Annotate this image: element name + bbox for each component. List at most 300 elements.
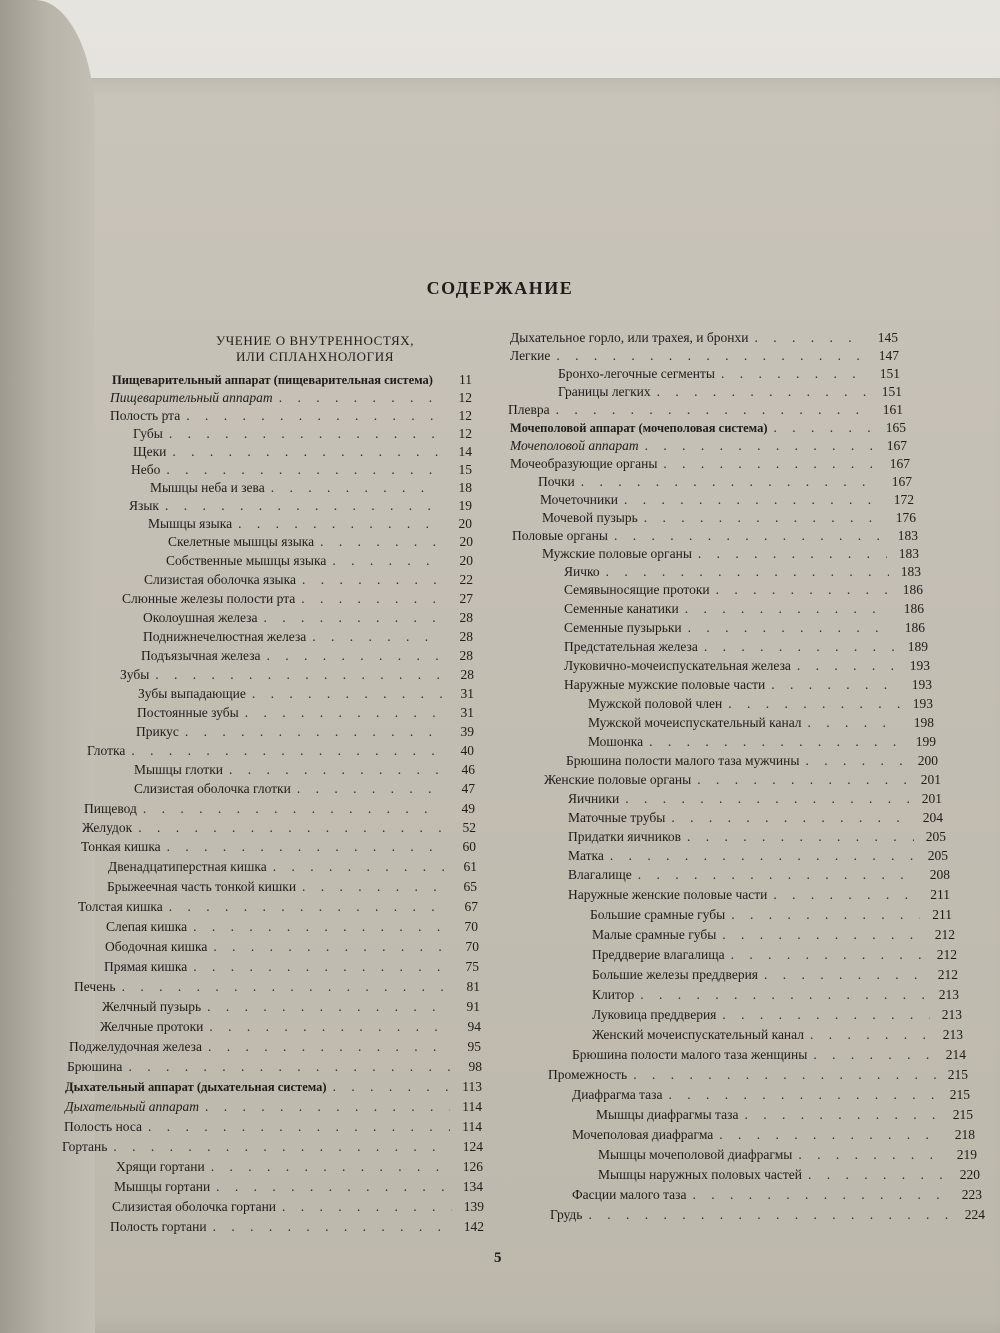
toc-entry-page: 40 <box>460 743 474 758</box>
toc-entry-title: Мышцы языка <box>148 516 233 531</box>
toc-entry-title: Придатки яичников <box>568 829 681 844</box>
toc-entry-page: 176 <box>895 510 916 525</box>
toc-entry-page: 134 <box>462 1179 483 1194</box>
toc-entry-page: 27 <box>459 591 473 606</box>
toc-entry-title: Почки <box>538 474 575 489</box>
toc-entry-title: Границы легких <box>558 384 651 399</box>
toc-entry <box>550 1206 985 1224</box>
toc-entry <box>133 425 472 443</box>
dot-leader <box>813 1046 934 1064</box>
dot-leader <box>131 742 442 760</box>
toc-entry <box>564 657 930 675</box>
toc-entry-title: Грудь <box>550 1207 583 1222</box>
toc-entry <box>590 906 952 924</box>
toc-entry-page: 193 <box>912 696 933 711</box>
toc-entry-title: Слизистая оболочка глотки <box>134 781 291 796</box>
toc-entry <box>144 571 473 589</box>
toc-entry-page: 61 <box>463 859 477 874</box>
dot-leader <box>633 1066 936 1084</box>
toc-entry-title: Мочевой пузырь <box>542 510 638 525</box>
toc-entry-page: 52 <box>462 820 476 835</box>
toc-entry <box>566 752 938 770</box>
toc-entry-title: Полость гортани <box>110 1219 207 1234</box>
toc-entry-title: Яичники <box>568 791 620 806</box>
toc-entry <box>84 800 475 818</box>
toc-entry-title: Мужские половые органы <box>542 546 692 561</box>
toc-entry-page: 224 <box>964 1207 985 1222</box>
toc-entry-page: 39 <box>460 724 474 739</box>
toc-entry-title: Брыжеечная часть тонкой кишки <box>107 879 297 894</box>
toc-entry-title: Собственные мышцы языка <box>166 553 327 568</box>
toc-entry-title: Предстательная железа <box>564 639 698 654</box>
toc-entry-title: Скелетные мышцы языка <box>168 534 315 549</box>
page-title: СОДЕРЖАНИЕ <box>426 278 574 298</box>
toc-entry <box>108 858 477 876</box>
toc-entry-page: 183 <box>900 564 921 579</box>
dot-leader <box>771 676 900 694</box>
toc-entry-page: 31 <box>460 705 474 720</box>
dot-leader <box>719 1126 943 1144</box>
toc-entry-title: Половые органы <box>512 528 608 543</box>
toc-entry-title: Полость носа <box>64 1119 143 1134</box>
toc-entry <box>558 365 900 383</box>
toc-entry-page: 12 <box>458 390 472 405</box>
toc-entry-title: Мышцы глотки <box>134 762 223 777</box>
toc-entry <box>129 497 472 515</box>
toc-entry-title: Прикус <box>136 724 179 739</box>
toc-entry <box>592 966 958 984</box>
dot-leader <box>625 790 910 808</box>
toc-entry-page: 11 <box>459 372 472 387</box>
toc-entry-title: Прямая кишка <box>104 959 188 974</box>
toc-entry-page: 211 <box>932 907 952 922</box>
dot-leader <box>216 1178 451 1196</box>
toc-entry-page: 113 <box>462 1079 482 1094</box>
toc-entry-title: Зубы <box>120 667 150 682</box>
toc-entry-page: 213 <box>941 1007 962 1022</box>
dot-leader <box>704 638 896 656</box>
toc-entry-page: 15 <box>458 462 472 477</box>
toc-entry <box>564 676 932 694</box>
toc-entry-title: Мышцы неба и зева <box>150 480 265 495</box>
toc-entry <box>67 1058 482 1076</box>
toc-entry-page: 49 <box>461 801 475 816</box>
dot-leader <box>297 780 443 798</box>
toc-entry-title: Слюнные железы полости рта <box>122 591 296 606</box>
toc-entry-page: 219 <box>956 1147 977 1162</box>
toc-entry <box>104 958 479 976</box>
toc-entry <box>69 1038 481 1056</box>
toc-entry <box>510 347 899 365</box>
toc-entry-title: Пищеварительный аппарат (пищеварительная система) <box>112 373 433 387</box>
toc-entry <box>592 1006 962 1024</box>
toc-entry-page: 65 <box>463 879 477 894</box>
toc-entry-page: 151 <box>881 384 902 399</box>
toc-entry-page: 205 <box>927 848 948 863</box>
toc-entry-title: Желчный пузырь <box>102 999 202 1014</box>
toc-entry <box>510 455 910 473</box>
page-number: 5 <box>494 1250 502 1266</box>
dot-leader <box>271 479 440 497</box>
toc-entry <box>548 1066 968 1084</box>
toc-entry-title: Мочеполовая диафрагма <box>572 1127 714 1142</box>
toc-entry <box>78 898 478 916</box>
dot-leader <box>687 828 914 846</box>
toc-entry <box>65 1078 482 1096</box>
toc-entry <box>136 723 474 741</box>
toc-entry-title: Матка <box>568 848 604 863</box>
toc-entry-page: 165 <box>885 420 906 435</box>
toc-entry-page: 14 <box>458 444 472 459</box>
toc-entry-page: 46 <box>461 762 475 777</box>
toc-entry <box>592 926 955 944</box>
toc-entry <box>62 1138 483 1156</box>
dot-leader <box>657 383 870 401</box>
dot-leader <box>614 527 886 545</box>
dot-leader <box>169 425 440 443</box>
toc-entry-page: 189 <box>907 639 928 654</box>
toc-entry <box>542 509 916 527</box>
dot-leader <box>722 1006 930 1024</box>
toc-entry-page: 114 <box>462 1099 482 1114</box>
toc-entry <box>588 695 933 713</box>
toc-entry-page: 47 <box>461 781 475 796</box>
toc-entry-title: Мужской мочеиспускательный канал <box>588 715 802 730</box>
toc-entry <box>105 938 479 956</box>
dot-leader <box>688 619 893 637</box>
dot-leader <box>213 938 447 956</box>
toc-entry <box>112 371 472 389</box>
toc-entry <box>512 527 918 545</box>
dot-leader <box>610 847 916 865</box>
toc-entry-page: 91 <box>466 999 480 1014</box>
dot-leader <box>649 733 904 751</box>
toc-entry-page: 193 <box>911 677 932 692</box>
dot-leader <box>721 365 868 383</box>
toc-entry-page: 211 <box>930 887 950 902</box>
toc-entry-title: Семенные канатики <box>564 601 679 616</box>
toc-entry <box>564 563 921 581</box>
toc-entry-page: 70 <box>464 919 478 934</box>
toc-entry-title: Наружные женские половые части <box>568 887 768 902</box>
toc-entry-title: Поднижнечелюстная железа <box>143 629 307 644</box>
toc-entry-page: 215 <box>947 1067 968 1082</box>
dot-leader <box>209 1018 449 1036</box>
toc-entry-page: 212 <box>936 947 957 962</box>
toc-entry <box>568 790 942 808</box>
toc-entry-title: Небо <box>131 462 161 477</box>
toc-entry-page: 151 <box>879 366 900 381</box>
toc-entry-title: Мошонка <box>588 734 644 749</box>
dot-leader <box>267 647 441 665</box>
toc-entry <box>107 878 477 896</box>
dot-leader <box>193 918 446 936</box>
toc-entry-page: 12 <box>458 408 472 423</box>
dot-leader <box>302 878 445 896</box>
toc-entry-title: Малые срамные губы <box>592 927 717 942</box>
toc-entry <box>568 886 950 904</box>
toc-entry-page: 60 <box>462 839 476 854</box>
toc-entry <box>558 383 902 401</box>
toc-entry-title: Мужской половой член <box>588 696 723 711</box>
toc-entry-page: 199 <box>915 734 936 749</box>
dot-leader <box>744 1106 941 1124</box>
toc-entry-page: 201 <box>921 791 942 806</box>
toc-entry-page: 215 <box>949 1087 970 1102</box>
toc-entry <box>596 1106 973 1124</box>
toc-entry-page: 75 <box>465 959 479 974</box>
toc-entry-title: Двенадцатиперстная кишка <box>108 859 267 874</box>
dot-leader <box>640 986 927 1004</box>
dot-leader <box>282 1198 452 1216</box>
dot-leader <box>301 590 441 608</box>
toc-entry <box>120 666 474 684</box>
toc-entry-page: 193 <box>909 658 930 673</box>
toc-entry-title: Мышцы диафрагмы таза <box>596 1107 739 1122</box>
dot-leader <box>238 515 440 533</box>
toc-entry <box>588 714 934 732</box>
dot-leader <box>207 998 448 1016</box>
toc-entry <box>131 461 472 479</box>
toc-entry-title: Поджелудочная железа <box>69 1039 202 1054</box>
dot-leader <box>186 407 440 425</box>
toc-entry-title: Брюшина полости малого таза женщины <box>572 1047 808 1062</box>
toc-entry-title: Дыхательный аппарат (дыхательная система) <box>65 1080 327 1094</box>
toc-entry-page: 31 <box>460 686 474 701</box>
dot-leader <box>211 1158 451 1176</box>
toc-entry <box>112 1198 484 1216</box>
dot-leader <box>773 886 918 904</box>
dot-leader <box>122 978 448 996</box>
toc-entry <box>510 329 898 347</box>
toc-entry-title: Промежность <box>548 1067 628 1082</box>
toc-entry-title: Мочеточники <box>540 492 618 507</box>
toc-entry <box>106 918 478 936</box>
dot-leader <box>810 1026 931 1044</box>
toc-entry-page: 212 <box>934 927 955 942</box>
toc-entry <box>110 1218 484 1236</box>
toc-entry-page: 126 <box>462 1159 483 1174</box>
toc-entry-title: Мочеобразующие органы <box>510 456 658 471</box>
dot-leader <box>808 714 902 732</box>
toc-entry <box>592 1026 963 1044</box>
dot-leader <box>697 771 909 789</box>
dot-leader <box>165 497 440 515</box>
dot-leader <box>155 666 442 684</box>
toc-entry-title: Большие железы преддверия <box>592 967 759 982</box>
toc-entry-page: 167 <box>889 456 910 471</box>
dot-leader <box>754 329 866 347</box>
toc-entry <box>65 1098 482 1116</box>
toc-entry-title: Луковично-мочеиспускательная железа <box>564 658 791 673</box>
toc-entry-title: Полость рта <box>110 408 181 423</box>
dot-leader <box>167 838 444 856</box>
toc-entry <box>568 828 946 846</box>
toc-entry <box>598 1166 980 1184</box>
toc-entry-title: Мышцы мочеполовой диафрагмы <box>598 1147 793 1162</box>
dot-leader <box>169 898 446 916</box>
toc-entry-title: Пищевод <box>84 801 137 816</box>
dot-leader <box>279 389 440 407</box>
toc-entry-page: 186 <box>903 601 924 616</box>
toc-entry <box>572 1126 975 1144</box>
toc-entry-title: Печень <box>74 979 116 994</box>
dot-leader <box>588 1206 953 1224</box>
toc-entry-page: 215 <box>952 1107 973 1122</box>
dot-leader <box>606 563 889 581</box>
dot-leader <box>644 509 884 527</box>
toc-entry <box>143 609 473 627</box>
dot-leader <box>185 723 442 741</box>
toc-entry-title: Гортань <box>62 1139 108 1154</box>
toc-entry <box>102 998 480 1016</box>
toc-entry-title: Луковица преддверия <box>592 1007 717 1022</box>
toc-entry-title: Влагалище <box>568 867 632 882</box>
dot-leader <box>797 657 898 675</box>
toc-entry <box>588 733 936 751</box>
toc-entry-title: Мочеполовой аппарат <box>510 438 639 453</box>
toc-entry-page: 114 <box>462 1119 482 1134</box>
toc-entry <box>564 600 924 618</box>
toc-entry <box>134 780 475 798</box>
toc-entry <box>542 545 919 563</box>
toc-entry-title: Диафрагма таза <box>572 1087 663 1102</box>
toc-entry-title: Постоянные зубы <box>137 705 239 720</box>
dot-leader <box>805 752 906 770</box>
toc-entry <box>100 1018 481 1036</box>
toc-entry <box>116 1158 483 1176</box>
toc-entry <box>564 619 925 637</box>
toc-entry <box>592 946 957 964</box>
toc-entry-title: Подъязычная железа <box>141 648 261 663</box>
toc-entry-title: Наружные мужские половые части <box>564 677 766 692</box>
toc-entry-title: Язык <box>129 498 159 513</box>
toc-entry-page: 167 <box>891 474 912 489</box>
toc-entry <box>87 742 474 760</box>
toc-entry-page: 20 <box>459 553 473 568</box>
toc-entry-title: Большие срамные губы <box>590 907 726 922</box>
toc-entry-page: 218 <box>954 1127 975 1142</box>
toc-entry-title: Тонкая кишка <box>81 839 161 854</box>
toc-entry-title: Пищеварительный аппарат <box>110 390 273 405</box>
toc-entry <box>110 389 472 407</box>
toc-entry-page: 94 <box>467 1019 481 1034</box>
toc-entry <box>64 1118 482 1136</box>
toc-entry-title: Легкие <box>510 348 551 363</box>
toc-entry-page: 201 <box>920 772 941 787</box>
dot-leader <box>685 600 892 618</box>
toc-entry <box>148 515 472 533</box>
toc-entry-title: Слепая кишка <box>106 919 188 934</box>
dot-leader <box>213 1218 452 1236</box>
toc-entry-title: Семенные пузырьки <box>564 620 682 635</box>
dot-leader <box>332 552 441 570</box>
dot-leader <box>273 858 445 876</box>
toc-entry-title: Дыхательный аппарат <box>65 1099 199 1114</box>
toc-entry <box>572 1186 982 1204</box>
toc-entry <box>137 704 474 722</box>
dot-leader <box>698 545 887 563</box>
toc-entry-title: Желудок <box>82 820 133 835</box>
dot-leader <box>716 581 891 599</box>
toc-entry <box>150 479 472 497</box>
dot-leader <box>798 1146 945 1164</box>
toc-entry-page: 145 <box>877 330 898 345</box>
toc-entry-title: Брюшина <box>67 1059 123 1074</box>
toc-entry-page: 28 <box>459 648 473 663</box>
toc-entry-page: 213 <box>942 1027 963 1042</box>
toc-entry-page: 198 <box>913 715 934 730</box>
toc-entry-title: Желчные протоки <box>100 1019 204 1034</box>
dot-leader <box>143 800 443 818</box>
dot-leader <box>663 455 878 473</box>
dot-leader <box>581 473 880 491</box>
toc-entry-title: Мышцы гортани <box>114 1179 211 1194</box>
toc-entry-page: 212 <box>937 967 958 982</box>
toc-entry <box>508 401 903 419</box>
toc-entry-page: 205 <box>925 829 946 844</box>
toc-entry-page: 20 <box>458 516 472 531</box>
dot-leader <box>731 946 925 964</box>
toc-entry <box>168 533 473 551</box>
toc-entry-page: 142 <box>463 1219 484 1234</box>
toc-entry <box>134 761 475 779</box>
toc-entry <box>538 473 912 491</box>
toc-entry <box>122 590 473 608</box>
dot-leader <box>193 958 447 976</box>
toc-entry <box>572 1046 966 1064</box>
toc-entry-title: Фасции малого таза <box>572 1187 687 1202</box>
toc-entry-title: Клитор <box>592 987 635 1002</box>
toc-entry-page: 98 <box>468 1059 482 1074</box>
toc-entry-title: Губы <box>133 426 163 441</box>
dot-leader <box>731 906 920 924</box>
toc-entry <box>81 838 476 856</box>
toc-entry-page: 186 <box>902 582 923 597</box>
toc-entry <box>564 638 928 656</box>
toc-entry-page: 183 <box>897 528 918 543</box>
dot-leader <box>172 443 440 461</box>
toc-entry-page: 67 <box>464 899 478 914</box>
toc-entry <box>564 581 923 599</box>
dot-leader <box>808 1166 948 1184</box>
toc-entry-page: 167 <box>886 438 907 453</box>
dot-leader <box>638 866 918 884</box>
toc-entry <box>598 1146 977 1164</box>
toc-entry-title: Толстая кишка <box>78 899 163 914</box>
dot-leader <box>138 819 444 837</box>
toc-entry-page: 28 <box>459 629 473 644</box>
toc-entry <box>82 819 476 837</box>
dot-leader <box>205 1098 450 1116</box>
toc-entry-title: Глотка <box>87 743 126 758</box>
toc-entry-title: Хрящи гортани <box>116 1159 205 1174</box>
toc-entry-page: 28 <box>460 667 474 682</box>
toc-entry <box>166 552 473 570</box>
toc-entry-page: 172 <box>893 492 914 507</box>
dot-leader <box>229 761 443 779</box>
toc-entry <box>572 1086 970 1104</box>
dot-leader <box>252 685 442 703</box>
toc-entry-page: 70 <box>465 939 479 954</box>
toc-entry-title: Плевра <box>508 402 550 417</box>
toc-entry-page: 18 <box>458 480 472 495</box>
toc-entry-page: 124 <box>462 1139 483 1154</box>
toc-entry-page: 28 <box>459 610 473 625</box>
toc-entry-title: Слизистая оболочка языка <box>144 572 296 587</box>
dot-leader <box>645 437 875 455</box>
toc-entry <box>114 1178 483 1196</box>
